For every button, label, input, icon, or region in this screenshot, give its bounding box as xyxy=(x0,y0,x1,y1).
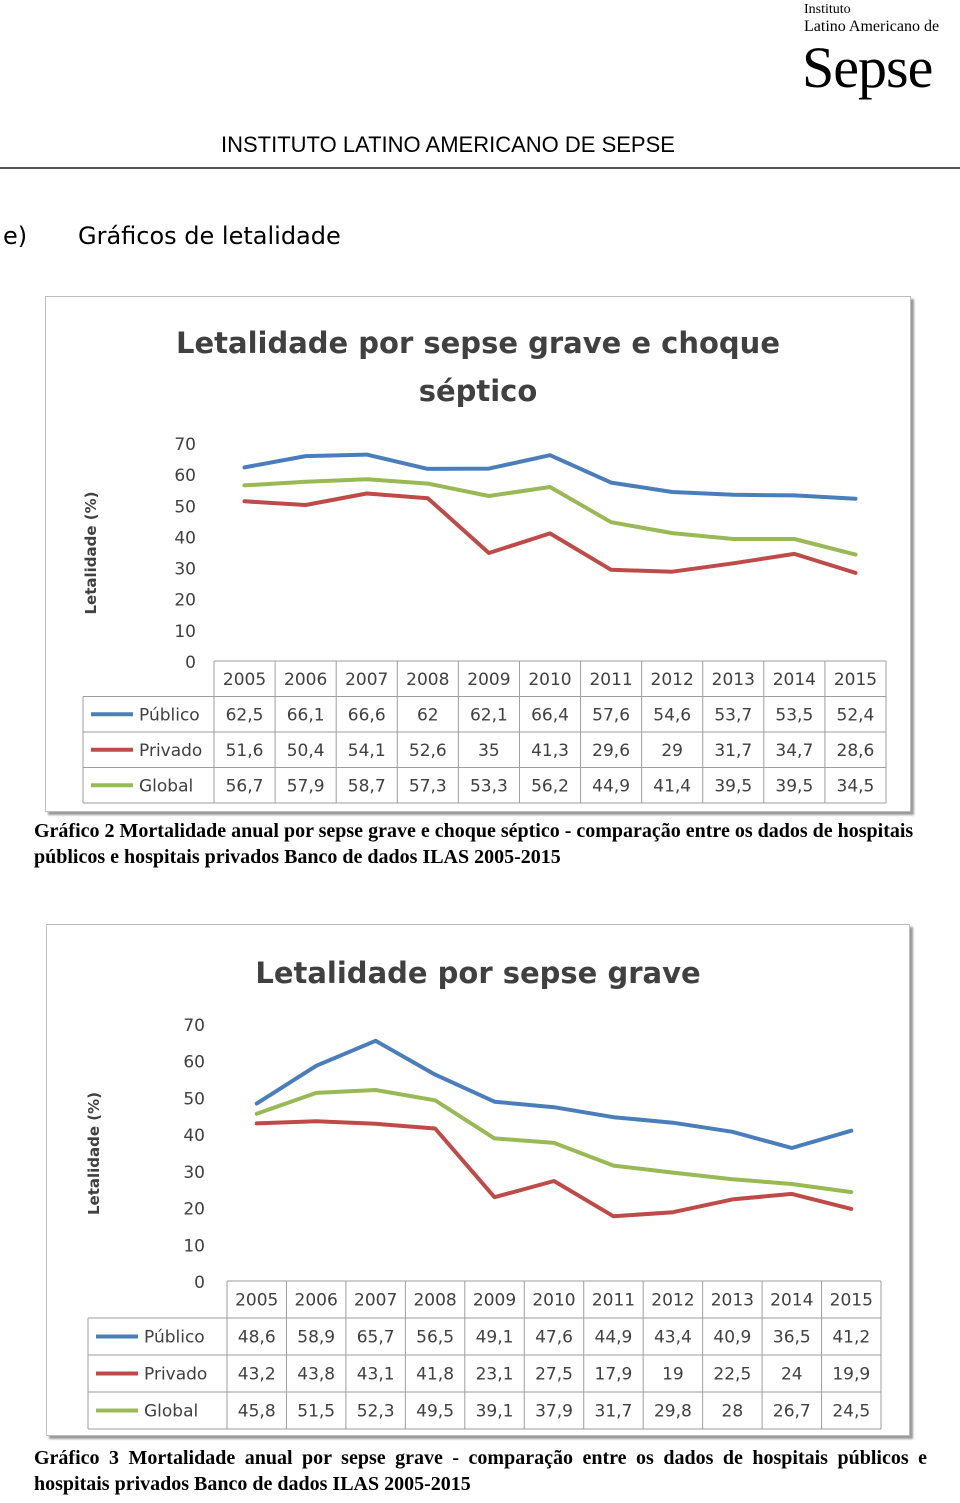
data-label: 58,9 xyxy=(297,1327,336,1348)
data-label: 66,1 xyxy=(286,705,325,726)
data-label: 29,8 xyxy=(653,1401,692,1422)
x-category-label: 2008 xyxy=(413,1290,457,1311)
data-label: 31,7 xyxy=(714,740,753,761)
caption-grafico-2: Gráfico 2 Mortalidade anual por sepse grave e choque séptico - comparação entre os dados de hospitais públicos e hospitais privados Banco de dados ILAS 2005-2015 xyxy=(34,820,914,868)
ilas-logo xyxy=(802,2,952,102)
data-label: 66,6 xyxy=(347,705,386,726)
series-line-privado xyxy=(245,494,856,573)
x-category-label: 2014 xyxy=(772,669,816,690)
y-tick-label: 10 xyxy=(183,1236,205,1257)
x-category-label: 2005 xyxy=(235,1290,279,1311)
data-label: 50,4 xyxy=(286,740,325,761)
data-label: 53,7 xyxy=(714,705,753,726)
data-label: 40,9 xyxy=(713,1327,752,1348)
data-label: 44,9 xyxy=(594,1327,633,1348)
x-category-label: 2015 xyxy=(833,669,878,690)
y-tick-label: 20 xyxy=(174,590,196,611)
y-axis-label: Letalidade (%) xyxy=(85,1091,103,1216)
data-label: 56,7 xyxy=(225,776,264,797)
chart-title-line: Letalidade por sepse grave e choque xyxy=(175,326,781,360)
data-label: 27,5 xyxy=(535,1364,573,1385)
data-label: 54,6 xyxy=(653,705,692,726)
x-category-label: 2007 xyxy=(345,669,389,690)
data-label: 62,5 xyxy=(225,705,264,726)
data-label: 28 xyxy=(721,1401,744,1422)
data-label: 57,9 xyxy=(286,776,325,797)
data-label: 41,8 xyxy=(416,1364,455,1385)
chart-svg xyxy=(46,297,910,811)
data-table xyxy=(88,1281,881,1429)
data-label: 56,5 xyxy=(416,1327,455,1348)
series-line-pblico xyxy=(257,1041,852,1148)
data-label: 24,5 xyxy=(832,1401,871,1422)
data-label: 34,7 xyxy=(775,740,814,761)
chart-title-line: Letalidade por sepse grave xyxy=(255,956,701,990)
y-tick-label: 40 xyxy=(183,1126,205,1147)
x-category-label: 2011 xyxy=(589,669,633,690)
data-label: 52,6 xyxy=(408,740,447,761)
legend-label: Global xyxy=(139,776,194,797)
data-label: 19 xyxy=(662,1364,684,1385)
chart-svg xyxy=(47,925,909,1435)
series-line-global xyxy=(245,479,856,554)
x-category-label: 2015 xyxy=(829,1290,873,1311)
x-category-label: 2011 xyxy=(591,1290,636,1311)
data-label: 47,6 xyxy=(535,1327,573,1348)
data-label: 44,9 xyxy=(592,776,631,797)
data-label: 34,5 xyxy=(836,776,875,797)
x-category-label: 2010 xyxy=(528,669,572,690)
data-label: 52,4 xyxy=(836,705,875,726)
data-label: 31,7 xyxy=(594,1401,633,1422)
data-label: 28,6 xyxy=(836,740,875,761)
data-label: 49,5 xyxy=(416,1401,455,1422)
x-category-label: 2005 xyxy=(222,669,267,690)
data-label: 22,5 xyxy=(713,1364,752,1385)
data-label: 43,8 xyxy=(297,1364,336,1385)
data-label: 53,5 xyxy=(775,705,814,726)
x-category-label: 2012 xyxy=(650,669,694,690)
data-label: 51,6 xyxy=(225,740,264,761)
page-header-title: INSTITUTO LATINO AMERICANO DE SEPSE xyxy=(221,132,675,157)
section-letter: e) xyxy=(3,222,28,250)
y-tick-label: 30 xyxy=(174,559,196,580)
chart-letalidade-sepse-grave xyxy=(46,924,910,1436)
series-line-privado xyxy=(257,1121,852,1216)
data-table xyxy=(83,661,886,803)
data-label: 66,4 xyxy=(531,705,569,726)
legend-label: Público xyxy=(139,705,200,726)
data-label: 41,2 xyxy=(832,1327,871,1348)
x-category-label: 2009 xyxy=(467,669,511,690)
x-category-label: 2013 xyxy=(711,669,755,690)
y-tick-label: 50 xyxy=(183,1089,205,1110)
y-tick-label: 0 xyxy=(194,1273,205,1293)
data-label: 17,9 xyxy=(594,1364,633,1385)
data-label: 62 xyxy=(416,705,439,726)
x-category-label: 2012 xyxy=(651,1290,695,1311)
x-category-label: 2008 xyxy=(406,669,450,690)
header-divider xyxy=(0,167,960,169)
data-label: 57,3 xyxy=(408,776,447,797)
section-title: Gráficos de letalidade xyxy=(78,222,341,250)
data-label: 52,3 xyxy=(356,1401,395,1422)
data-label: 36,5 xyxy=(772,1327,811,1348)
data-label: 39,1 xyxy=(475,1401,514,1422)
data-label: 48,6 xyxy=(237,1327,276,1348)
y-tick-label: 60 xyxy=(183,1052,205,1073)
data-label: 39,5 xyxy=(775,776,814,797)
y-tick-label: 70 xyxy=(183,1016,205,1036)
data-label: 41,4 xyxy=(653,776,692,797)
y-tick-label: 30 xyxy=(183,1162,205,1183)
data-label: 37,9 xyxy=(535,1401,573,1422)
data-label: 58,7 xyxy=(347,776,386,797)
legend-label: Privado xyxy=(144,1364,208,1385)
data-label: 45,8 xyxy=(237,1401,276,1422)
caption-grafico-3: Gráfico 3 Mortalidade anual por sepse grave - comparação entre os dados de hospitais públicos e hospitais privados Banco de dados ILAS 2005-2015 xyxy=(34,1447,927,1495)
legend-label: Público xyxy=(144,1327,205,1348)
legend-label: Global xyxy=(144,1401,199,1422)
y-tick-label: 40 xyxy=(174,528,196,549)
logo-line3: Sepse xyxy=(802,35,933,100)
x-category-label: 2010 xyxy=(532,1290,576,1311)
data-label: 54,1 xyxy=(347,740,386,761)
logo-line2: Latino Americano de xyxy=(804,18,940,35)
data-label: 41,3 xyxy=(531,740,569,761)
data-label: 65,7 xyxy=(356,1327,395,1348)
data-label: 29,6 xyxy=(592,740,631,761)
data-label: 43,4 xyxy=(653,1327,692,1348)
y-tick-label: 70 xyxy=(174,435,196,455)
data-label: 51,5 xyxy=(297,1401,336,1422)
y-axis-label: Letalidade (%) xyxy=(82,491,100,615)
data-label: 62,1 xyxy=(469,705,508,726)
legend-label: Privado xyxy=(139,740,203,761)
y-tick-label: 20 xyxy=(183,1199,205,1220)
x-category-label: 2006 xyxy=(294,1290,338,1311)
y-tick-label: 60 xyxy=(174,466,196,487)
x-category-label: 2013 xyxy=(710,1290,754,1311)
data-label: 26,7 xyxy=(772,1401,811,1422)
series-line-pblico xyxy=(245,455,856,499)
data-label: 49,1 xyxy=(475,1327,514,1348)
data-label: 23,1 xyxy=(475,1364,514,1385)
chart-title-line: séptico xyxy=(418,374,538,408)
data-label: 39,5 xyxy=(714,776,753,797)
x-category-label: 2007 xyxy=(354,1290,398,1311)
data-label: 24 xyxy=(780,1364,803,1385)
data-label: 43,1 xyxy=(356,1364,395,1385)
data-label: 35 xyxy=(478,740,500,761)
data-label: 29 xyxy=(661,740,684,761)
logo-line1: Instituto xyxy=(804,2,851,17)
y-tick-label: 10 xyxy=(174,621,196,642)
data-label: 19,9 xyxy=(832,1364,871,1385)
x-category-label: 2014 xyxy=(770,1290,814,1311)
x-category-label: 2009 xyxy=(472,1290,517,1311)
data-label: 56,2 xyxy=(531,776,569,797)
data-label: 43,2 xyxy=(237,1364,276,1385)
x-category-label: 2006 xyxy=(284,669,328,690)
y-tick-label: 50 xyxy=(174,497,196,518)
y-tick-label: 0 xyxy=(185,653,196,673)
data-label: 57,6 xyxy=(592,705,631,726)
chart-letalidade-sepse-choque xyxy=(45,296,911,812)
data-label: 53,3 xyxy=(469,776,508,797)
